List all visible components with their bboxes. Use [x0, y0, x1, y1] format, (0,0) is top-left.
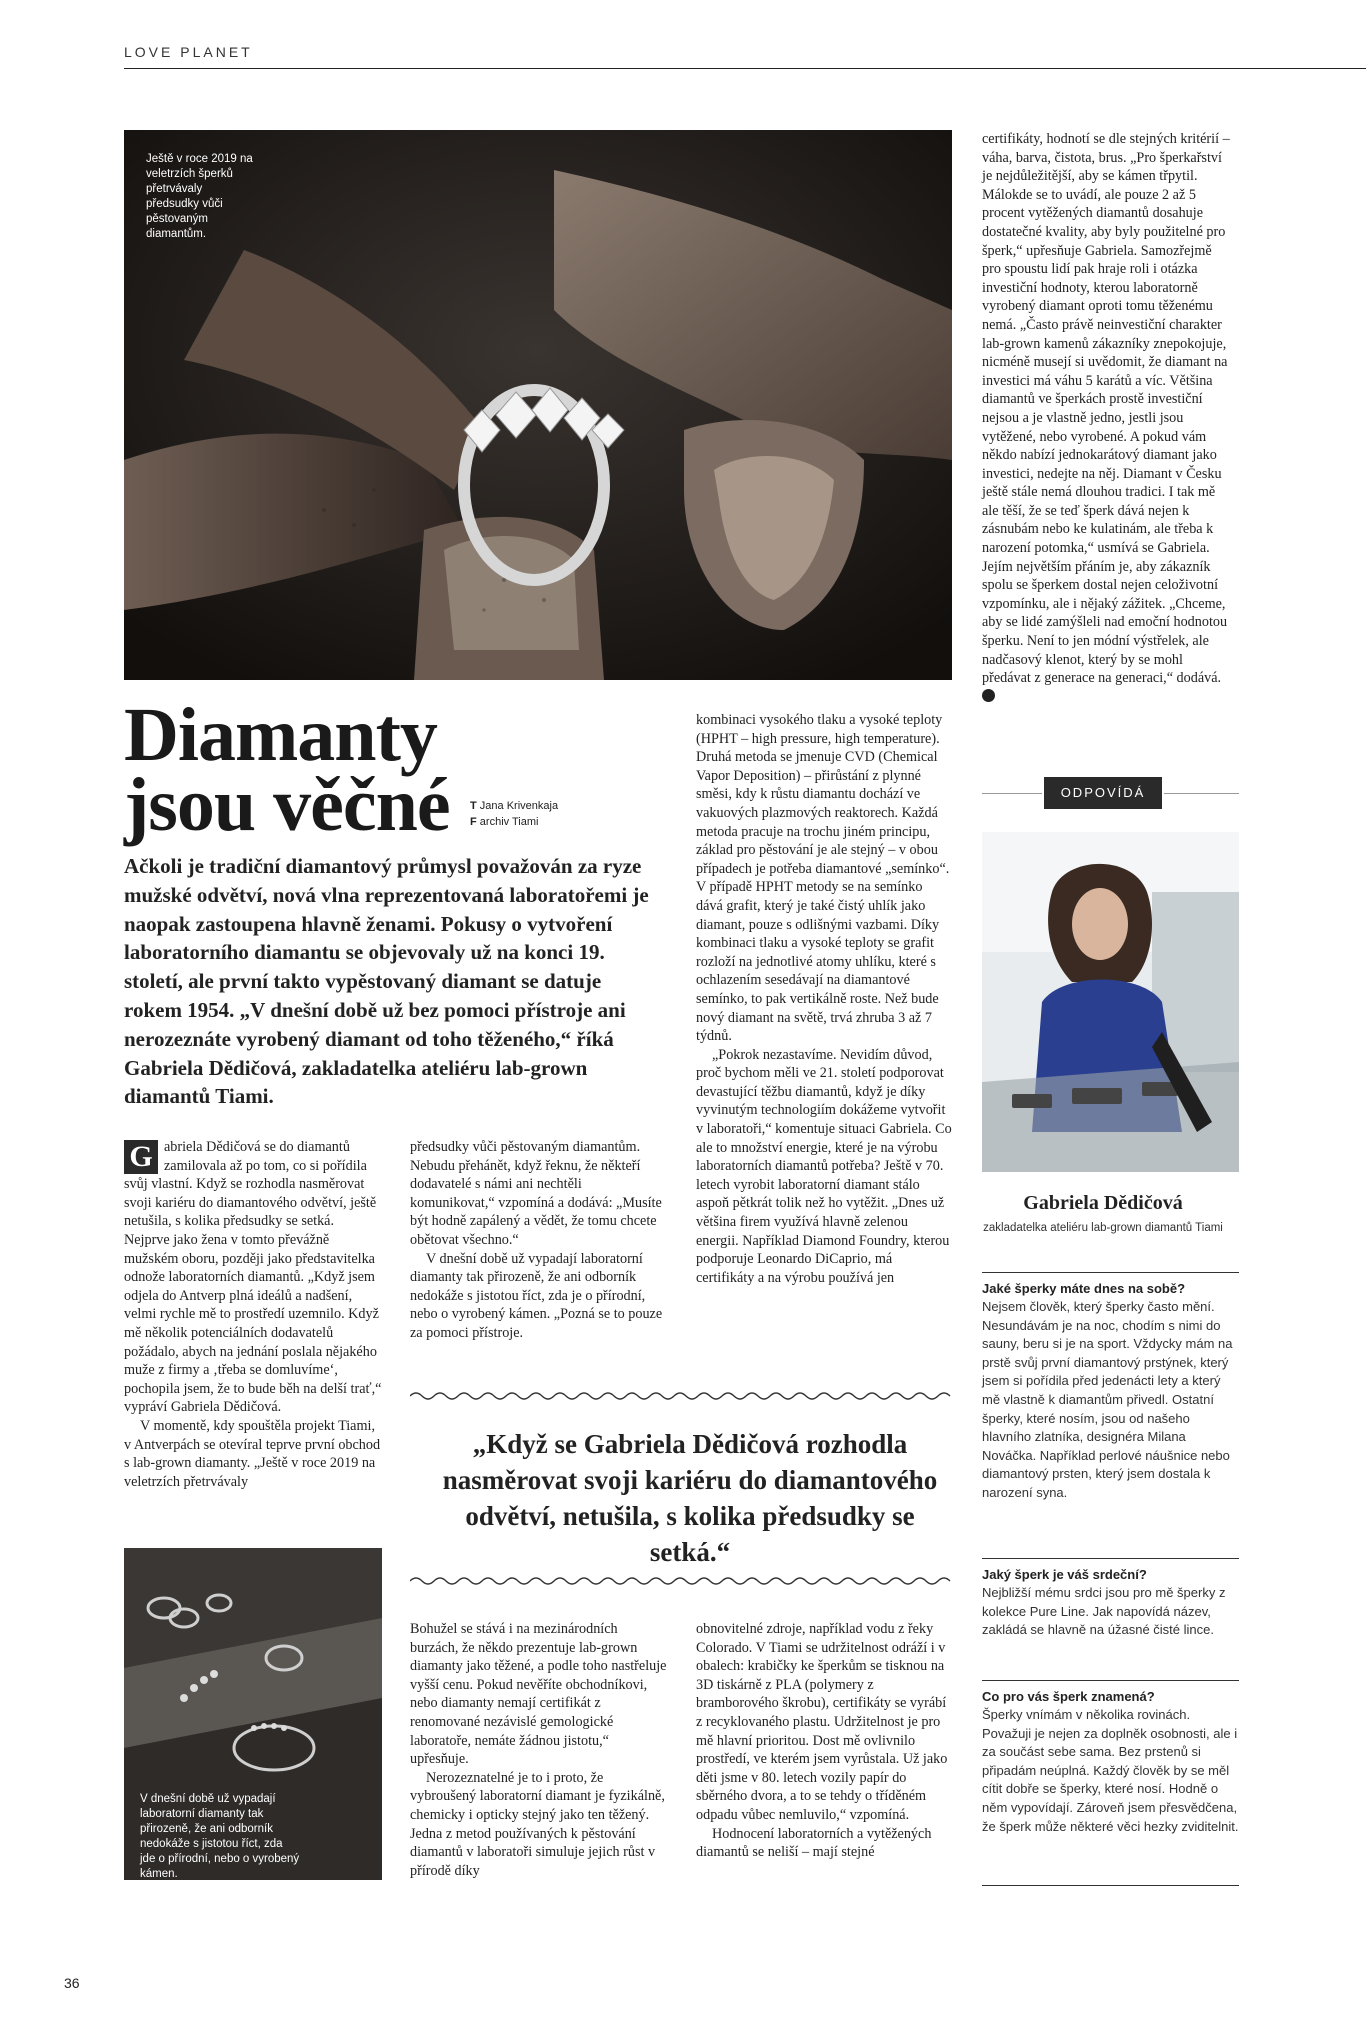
col1-paragraph-2: V momentě, kdy spouštěla projekt Tiami, v Antverpách se otevíral teprve první obchod s lab-grown diamanty. „Ještě v roce 2019 na veletrzích přetrvávaly [124, 1417, 381, 1490]
col6-paragraph-2: Hodnocení laboratorních a vytěžených diamantů se neliší – mají stejné [696, 1825, 932, 1861]
small-photo-caption: V dnešní době už vypadají laboratorní diamanty tak přirozeně, že ani odborník nedokáže s jistotou říct, zda jde o přírodní, nebo o vyrobený kámen. [140, 1793, 300, 1880]
main-photo-caption: Ještě v roce 2019 na veletrzích šperků přetrvávaly předsudky vůči pěstovaným diamantům. [146, 153, 253, 240]
qa-rule-3 [982, 1680, 1239, 1681]
qa-answer-3: Šperky vnímám v několika rovinách. Považuji je nejen za doplněk osobnosti, ale i za součást sebe sama. Bez prstenů si připadám neúplná. Každý člověk by se měl cítit dobře se šperky, které nosí. Hodně o něm vypovídají. Zároveň jsem přesvědčena, že šperk může některé věci hezky zviditelnit. [982, 1707, 1239, 1834]
credit-text-name: Jana Krivenkaja [479, 800, 559, 812]
column-3 [696, 711, 952, 1287]
qa-answer-2: Nejbližší mému srdci jsou pro mě šperky z kolekce Pure Line. Jak napovídá název, zakládá se hlavně na úžasné čisté lince. [982, 1585, 1226, 1638]
header-rule [124, 68, 1366, 69]
column-2 [410, 1138, 668, 1343]
col3-paragraph-1: kombinaci vysokého tlaku a vysoké teploty (HPHT – high pressure, high temperature). Druhá metoda se jmenuje CVD (Chemical Vapor Deposition) – přirůstání z plynné směsi, kdy k růstu diamantu dochází ve vakuových plazmových reaktorech. Každá metoda pracuje na trochu jiném principu, základ pro pěstování je ale stejný – v obou případech je potřeba diamantové „semínko“. V případě HPHT metody se na semínko dává grafit, který je také čistý uhlík jako diamant, pouze s odlišnými vazbami. Díky kombinaci tlaku a vysoké teploty se grafit rozloží na jednotlivé atomy uhlíku, které s ochlazením sesedávají na diamantové semínko, to pak vertikálně roste. Než bude nový diamant na světě, trvá zhruba 3 až 7 týdnů. [696, 712, 950, 1045]
col3-paragraph-2: „Pokrok nezastavíme. Nevidím důvod, proč bychom měli ve 21. století podporovat devastující těžbu diamantů, když je díky vyvinutým technologiím dokážeme vytvořit v laboratoři,“ komentuje situaci Gabriela. Co ale to množství energie, které je na výrobu laboratorních diamantů potřeba? Ještě v 70. letech vyrobit laboratorní diamant stálo aspoň pětkrát tolik než ho vytěžit. „Dnes už většina firem využívá hlavně zelenou energii. Například Diamond Foundry, kterou podporuje Leonardo DiCaprio, má certifikáty a na výrobu používá jen [696, 1046, 952, 1286]
qa-rule-2 [982, 1558, 1239, 1559]
credit-photo-name: archiv Tiami [479, 816, 539, 828]
magazine-name: LOVE PLANET [124, 44, 253, 60]
qa-question-2: Jaký šperk je váš srdeční? [982, 1567, 1147, 1582]
col1-paragraph-1: abriela Dědičová se do diamantů zamilovala až po tom, co si pořídila svůj vlastní. Když se rozhodla nasměrovat svoji kariéru do diamantového odvětví, ještě netušila, s kolika předsudky se setká. Nejprve jako žena v tomto převážně mužském oboru, později jako představitelka odnože laboratorních diamantů. „Když jsem odjela do Antverp plná ideálů a nadšení, velmi rychle mě to prostředí uzemnilo. Když mě několik potenciálních dodavatelů požádalo, abych na jednání poslala nějakého muže z firmy a ‚třeba se domluvíme‘, pochopila jsem, že to bude běh na delší trať,“ vypráví Gabriela Dědičová. [124, 1139, 382, 1416]
column-1 [124, 1138, 382, 1491]
col6-paragraph-1: obnovitelné zdroje, například vodu z řeky Colorado. V Tiami se udržitelnost odráží i v obalech: krabičky ke šperkům se tisknou na 3D tiskárně z PLA (polymery z bramborového škrobu), certifikáty se vyrábí z recyklovaného plastu. Udržitelnost je pro mě hlavní prioritou. Dost mě ovlivnilo prostředí, ve kterém jsem vyrůstala. Už jako děti jsme v 80. letech vozily papír do sběrného dvora, a to se tehdy o tříděném odpadu vůbec nemluvilo,“ vzpomíná. [696, 1621, 948, 1823]
qa-question-3: Co pro vás šperk znamená? [982, 1689, 1155, 1704]
sidebar-tag-rule-right [1164, 793, 1239, 794]
col2-paragraph-1: předsudky vůči pěstovaným diamantům. Nebudu přehánět, když řeknu, že někteří dodavatelé s námi ani nechtěli komunikovat,“ vzpomíná a dodává: „Musíte být hodně zapálený a vědět, že tomu chcete obětovat všechno.“ [410, 1139, 662, 1248]
portrait-photo [982, 832, 1239, 1172]
col4-paragraph-1: certifikáty, hodnotí se dle stejných kritérií – váha, barva, čistota, brus. „Pro šperkařství je nejdůležitější, aby se kámen třpytil. Málokde se to uvádí, ale pouze 2 až 5 procent vytěžených diamantů dosahuje dostatečné kvality, aby byly použitelné pro šperk,“ upřesňuje Gabriela. Samozřejmě pro spoustu lidí pak hraje roli i otázka investiční hodnoty, kterou laboratorně vyrobený diamant oproti tomu těženému nemá. „Často právě neinvestiční charakter lab-grown kamenů zákazníky znepokojuje, nicméně musejí si uvědomit, že diamant na investici má váhu 5 karátů a víc. Většina diamantů ve šperkách prostě investiční nejsou a je vlastně jedno, jestli jsou vytěžené, nebo vyrobené. A pokud vám někdo nabízí jednokarátový diamant jako investici, nedejte na něj. Diamant v Česku ještě stále nemá dlouhou tradici. I tak mě ale těší, že se teď šperk dává nejen k zásnubám nebo ke kulatinám, ale třeba k narození potomka,“ usmívá se Gabriela. Jejím největším přáním je, aby zákazník spolu se šperkem dostal nejen celoživotní vzpomínku, ale i nějaký zážitek. „Chceme, aby se lidé zamýšleli nad emoční hodnotou šperku. Není to jen módní výstřelek, ale nadčasový klenot, který by se mohl předávat z generace na generaci,“ dodává. [982, 131, 1230, 687]
title-line-1: Diamanty [124, 693, 437, 777]
title-line-2: jsou věčné [124, 763, 450, 847]
lead-paragraph: Ačkoli je tradiční diamantový průmysl považován za ryze mužské odvětví, nová vlna reprezentovaná laboratořemi je naopak zastoupena hlavně ženami. Pokusy o vytvoření laboratorního diamantu se objevovaly už na konci 19. století, ale první takto vypěstovaný diamant se datuje rokem 1954. „V dnešní době už bez pomoci přístroje ani nerozeznáte vyrobený diamant od toho těženého,“ říká Gabriela Dědičová, zakladatelka ateliéru lab-grown diamantů Tiami. [124, 854, 649, 1109]
qa-rule-1 [982, 1272, 1239, 1273]
interviewee-name: Gabriela Dědičová [1023, 1192, 1183, 1214]
interviewee-role: zakladatelka ateliéru lab-grown diamantů Tiami [983, 1222, 1223, 1234]
small-photo [124, 1548, 382, 1880]
sidebar-tag: ODPOVÍDÁ [1044, 777, 1162, 809]
credit-photo-label: F [470, 816, 477, 828]
article-title [124, 693, 450, 847]
col5-paragraph-1: Bohužel se stává i na mezinárodních burzách, že někdo prezentuje lab-grown diamanty jako těžené, a podle toho nastřeluje vyšší cenu. Pokud nevěříte obchodníkovi, nebo diamanty nemají certifikát z renomované nezávislé gemologické laboratoře, nemáte žádnou jistotu,“ upřesňuje. [410, 1621, 667, 1768]
portrait-illustration [982, 832, 1239, 1172]
qa-rule-4 [982, 1885, 1239, 1886]
end-of-article-icon [982, 689, 995, 702]
col5-paragraph-2: Nerozeznatelné je to i proto, že vybroušený laboratorní diamant je fyzikálně, chemicky i opticky stejný jako ten těžený. Jedna z metod používaných k pěstování diamantů v laboratoři simuluje jejich růst v přírodě díky [410, 1769, 665, 1879]
sidebar-tag-rule-left [982, 793, 1042, 794]
col2-paragraph-2: V dnešní době už vypadají laboratorní diamanty tak přirozeně, že ani odborník nedokáže s jistotou říct, zda je o přírodní, nebo o vyrobený kámen. „Pozná se to pouze za pomoci přístroje. [410, 1250, 663, 1341]
column-4 [982, 130, 1232, 706]
wave-divider-top [410, 1390, 952, 1402]
main-photo [124, 130, 952, 680]
credits [470, 798, 558, 830]
qa-question-1: Jaké šperky máte dnes na sobě? [982, 1281, 1186, 1296]
wave-divider-bottom [410, 1575, 952, 1587]
pull-quote: „Když se Gabriela Dědičová rozhodla nasměrovat svoji kariéru do diamantového odvětví, netušila, s kolika předsudky se setká.“ [442, 1429, 938, 1567]
qa-answer-1: Nejsem člověk, který šperky často mění. Nesundávám je na noc, chodím s nimi do sauny, beru si je na sport. Vždycky mám na prstě svůj první diamantový prstýnek, který jsem si pořídila před jedenácti lety a který mě vlastně k diamantům přivedl. Ostatní šperky, které nosím, jsou od našeho hlavního zlatníka, designéra Milana Nováčka. Například perlové náušnice nebo diamantový prsten, který jsem dostala k narození syna. [982, 1299, 1233, 1500]
column-5 [410, 1620, 668, 1880]
column-6 [696, 1620, 952, 1862]
page-number: 36 [64, 1975, 80, 1991]
credit-text-label: T [470, 800, 477, 812]
drop-cap: G [124, 1140, 158, 1174]
